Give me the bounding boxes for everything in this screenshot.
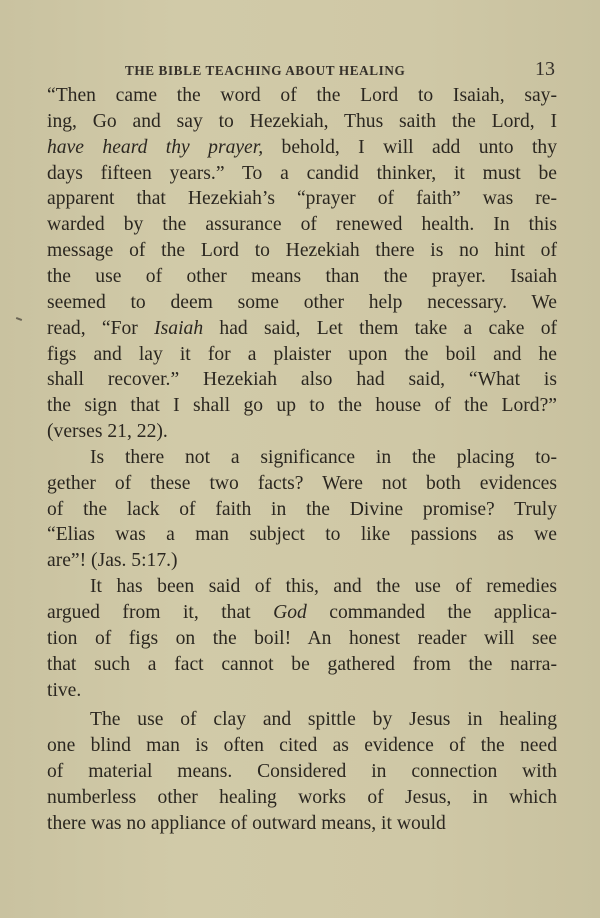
text-segment: seemed to deem some other help necessary. We xyxy=(47,291,557,313)
page-header xyxy=(47,60,557,82)
text-segment: Is there not a significance in the placing to- xyxy=(90,446,557,468)
text-line xyxy=(47,110,557,134)
text-segment: shall recover.” Hezekiah also had said, “What is xyxy=(47,369,557,391)
text-segment: “Then came the word of the Lord to Isaiah, say- xyxy=(47,85,557,106)
text-line xyxy=(47,601,557,625)
text-line xyxy=(47,343,557,367)
text-line xyxy=(47,627,557,651)
text-line xyxy=(47,498,557,522)
text-line xyxy=(47,786,557,810)
text-segment: the use of other means than the prayer. Isaiah xyxy=(47,265,557,287)
text-segment: of material means. Considered in connection with xyxy=(47,761,557,783)
text-line xyxy=(47,679,557,703)
text-segment: “Elias was a man subject to like passions as we xyxy=(47,524,557,546)
text-segment: there was no appliance of outward means, it would xyxy=(47,812,446,834)
text-segment: gether of these two facts? Were not both evidences xyxy=(47,472,557,494)
text-line xyxy=(47,265,557,289)
text-line xyxy=(47,420,557,444)
text-segment: days fifteen years.” To a candid thinker, it must be xyxy=(47,162,557,184)
margin-mark xyxy=(16,317,22,321)
text-segment: the sign that I shall go up to the house of the Lord?” xyxy=(47,395,557,417)
italic-text: have heard thy prayer, xyxy=(47,136,264,158)
italic-text: Isaiah xyxy=(154,317,204,339)
text-segment: had said, Let them take a cake of xyxy=(203,317,558,339)
text-segment: argued from it, that xyxy=(47,602,274,623)
text-line xyxy=(47,760,557,784)
text-segment: warded by the assurance of renewed health. In this xyxy=(47,214,557,236)
text-line xyxy=(47,708,557,732)
text-segment: tive. xyxy=(47,679,82,701)
text-line xyxy=(47,549,557,573)
text-line xyxy=(47,291,557,315)
text-segment: It has been said of this, and the use of remedies xyxy=(90,576,557,598)
text-segment: read, “For xyxy=(47,317,155,339)
text-segment: numberless other healing works of Jesus, in which xyxy=(47,786,557,808)
text-line xyxy=(47,472,557,496)
text-segment: are”! (Jas. 5:17.) xyxy=(47,550,178,572)
page-number: 13 xyxy=(535,58,555,80)
text-segment: figs and lay it for a plaister upon the boil and he xyxy=(47,343,557,365)
text-line xyxy=(47,734,557,758)
text-segment: one blind man is often cited as evidence of the need xyxy=(47,735,557,757)
text-segment: message of the Lord to Hezekiah there is no hint of xyxy=(47,240,557,262)
text-segment: The use of clay and spittle by Jesus in healing xyxy=(90,709,557,731)
text-line xyxy=(47,317,557,341)
text-segment: (verses 21, 22). xyxy=(47,421,168,443)
text-line xyxy=(47,368,557,392)
text-segment: apparent that Hezekiah’s “prayer of faith” was re- xyxy=(47,188,557,210)
text-segment: ing, Go and say to Hezekiah, Thus saith the Lord, I xyxy=(47,110,557,132)
text-line xyxy=(47,812,557,836)
text-line xyxy=(47,394,557,418)
text-line xyxy=(47,162,557,186)
text-segment: of the lack of faith in the Divine promise? Truly xyxy=(47,498,557,520)
text-segment: behold, I will add unto thy xyxy=(263,136,557,158)
text-segment: tion of figs on the boil! An honest reader will see xyxy=(47,627,557,649)
italic-text: God xyxy=(273,602,307,623)
text-line xyxy=(47,213,557,237)
running-title: THE BIBLE TEACHING ABOUT HEALING xyxy=(125,63,406,78)
text-line xyxy=(47,84,557,108)
text-line xyxy=(47,446,557,470)
text-segment: commanded the applica- xyxy=(306,602,557,623)
text-segment: that such a fact cannot be gathered from the narra- xyxy=(47,653,557,675)
text-line xyxy=(47,136,557,160)
text-line xyxy=(47,239,557,263)
text-line xyxy=(47,523,557,547)
text-line xyxy=(47,575,557,599)
text-line xyxy=(47,653,557,677)
text-line xyxy=(47,187,557,211)
